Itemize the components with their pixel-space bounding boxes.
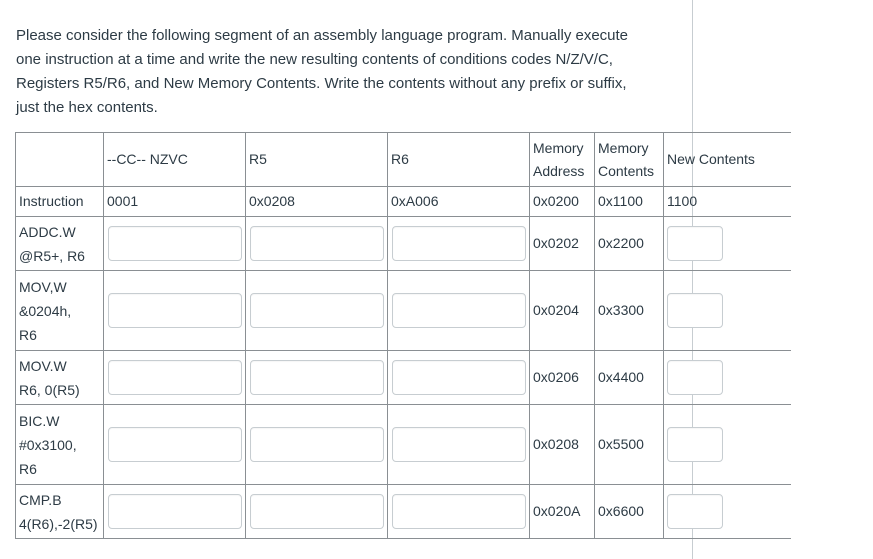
instruction-row-5: [16, 485, 791, 539]
new-contents-input[interactable]: [667, 226, 723, 261]
header-row: [16, 133, 791, 187]
contents-cell: 0x6600: [595, 485, 664, 539]
new-contents-cell: [664, 351, 791, 405]
contents-cell: 0x5500: [595, 405, 664, 485]
header-r5: R5: [246, 133, 388, 187]
new-contents-cell: [664, 271, 791, 351]
instruction-row-4: [16, 405, 791, 485]
r6-cell: [388, 485, 530, 539]
question-prompt: [16, 24, 686, 120]
prompt-line-4: just the hex contents.: [16, 99, 158, 116]
r5-cell: [246, 271, 388, 351]
r5-input[interactable]: [250, 293, 384, 328]
header-cc: --CC-- NZVC: [104, 133, 246, 187]
instruction-cell: BIC.W #0x3100, R6: [16, 405, 104, 485]
r6-cell: [388, 351, 530, 405]
new-contents-cell: [664, 217, 791, 271]
cc-input[interactable]: [108, 293, 242, 328]
instruction-row-2: [16, 271, 791, 351]
r5-input[interactable]: [250, 360, 384, 395]
initial-contents: 0x1100: [595, 187, 664, 217]
prompt-line-2: one instruction at a time and write the new resulting contents of conditions codes N/Z/V/C,: [16, 51, 613, 68]
r5-cell: [246, 485, 388, 539]
r6-input[interactable]: [392, 360, 526, 395]
r5-input[interactable]: [250, 494, 384, 529]
initial-row: [16, 187, 791, 217]
cc-input[interactable]: [108, 360, 242, 395]
new-contents-input[interactable]: [667, 427, 723, 462]
new-contents-input[interactable]: [667, 494, 723, 529]
cc-input[interactable]: [108, 226, 242, 261]
contents-cell: 0x2200: [595, 217, 664, 271]
cc-cell: [104, 217, 246, 271]
new-contents-input[interactable]: [667, 360, 723, 395]
r5-cell: [246, 351, 388, 405]
instruction-cell: MOV.W R6, 0(R5): [16, 351, 104, 405]
r6-input[interactable]: [392, 293, 526, 328]
cc-cell: [104, 351, 246, 405]
r5-input[interactable]: [250, 427, 384, 462]
instruction-row-1: [16, 217, 791, 271]
initial-r5: 0x0208: [246, 187, 388, 217]
r5-cell: [246, 217, 388, 271]
address-cell: 0x020A: [530, 485, 595, 539]
initial-new-contents: 1100: [664, 187, 791, 217]
new-contents-cell: [664, 485, 791, 539]
address-cell: 0x0202: [530, 217, 595, 271]
contents-cell: 0x4400: [595, 351, 664, 405]
header-empty: [16, 133, 104, 187]
address-cell: 0x0204: [530, 271, 595, 351]
prompt-line-3: Registers R5/R6, and New Memory Contents. Write the contents without any prefix or suffix,: [16, 75, 627, 92]
r5-cell: [246, 405, 388, 485]
header-r6: R6: [388, 133, 530, 187]
cc-input[interactable]: [108, 494, 242, 529]
cc-cell: [104, 485, 246, 539]
new-contents-input[interactable]: [667, 293, 723, 328]
r6-input[interactable]: [392, 226, 526, 261]
r6-input[interactable]: [392, 494, 526, 529]
cc-input[interactable]: [108, 427, 242, 462]
new-contents-cell: [664, 405, 791, 485]
header-memory-address: Memory Address: [530, 133, 595, 187]
instruction-cell: ADDC.W @R5+, R6: [16, 217, 104, 271]
instruction-cell: MOV,W &0204h, R6: [16, 271, 104, 351]
prompt-line-1: Please consider the following segment of an assembly language program. Manually execute: [16, 27, 629, 44]
cc-cell: [104, 271, 246, 351]
answer-table: [15, 132, 791, 539]
header-new-contents: New Contents: [664, 133, 791, 187]
header-memory-contents: Memory Contents: [595, 133, 664, 187]
address-cell: 0x0208: [530, 405, 595, 485]
initial-cc: 0001: [104, 187, 246, 217]
instruction-cell: CMP.B 4(R6),-2(R5): [16, 485, 104, 539]
r5-input[interactable]: [250, 226, 384, 261]
r6-input[interactable]: [392, 427, 526, 462]
cc-cell: [104, 405, 246, 485]
initial-r6: 0xA006: [388, 187, 530, 217]
r6-cell: [388, 405, 530, 485]
contents-cell: 0x3300: [595, 271, 664, 351]
initial-address: 0x0200: [530, 187, 595, 217]
instruction-row-3: [16, 351, 791, 405]
address-cell: 0x0206: [530, 351, 595, 405]
initial-label: Instruction: [16, 187, 104, 217]
r6-cell: [388, 217, 530, 271]
r6-cell: [388, 271, 530, 351]
